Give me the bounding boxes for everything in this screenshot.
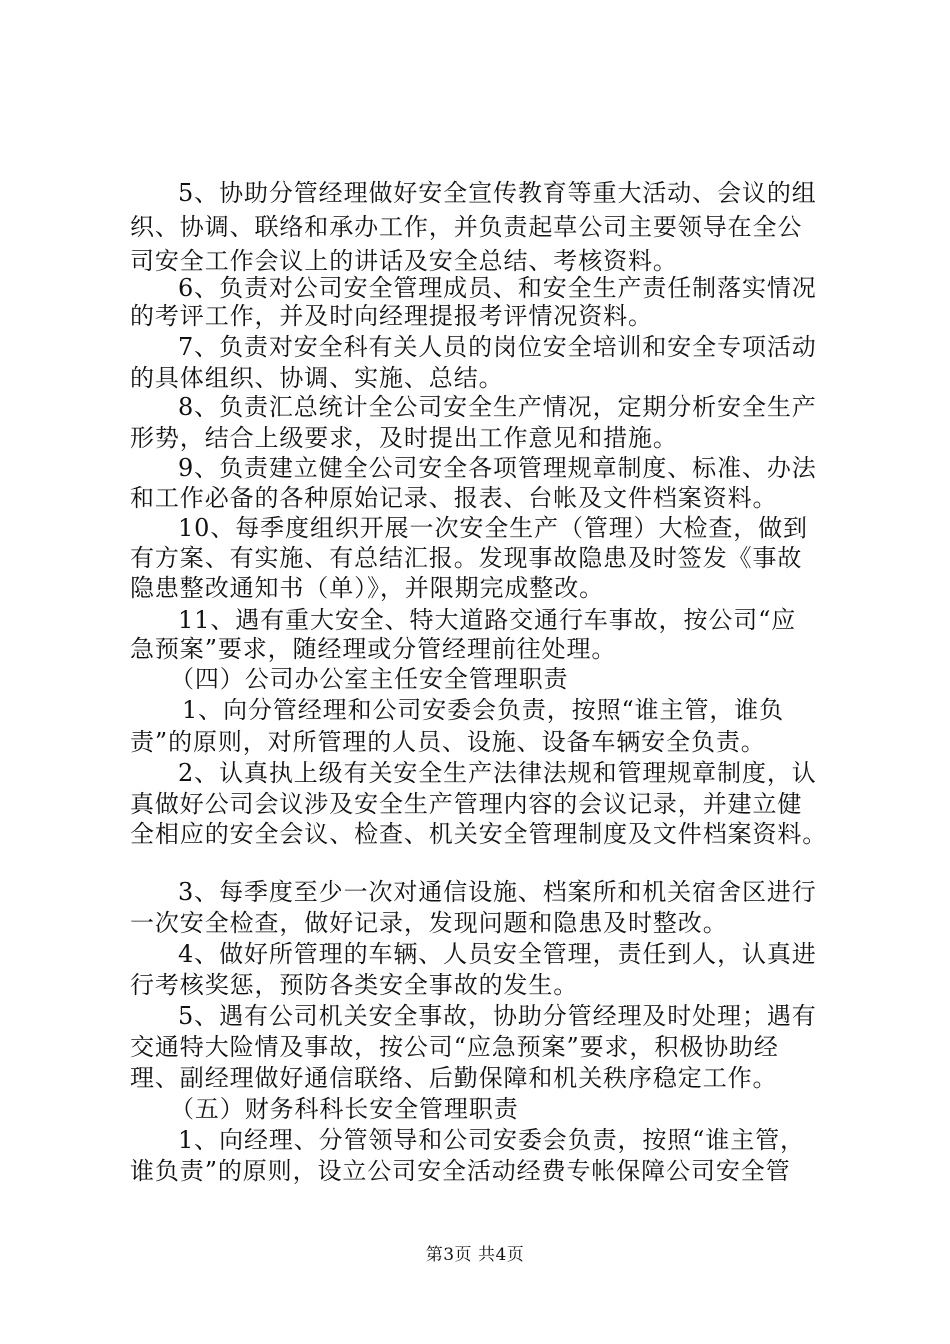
text-line: 7、负责对安全科有关人员的岗位安全培训和安全专项活动 <box>178 333 817 361</box>
text-line: 5、协助分管经理做好安全宣传教育等重大活动、会议的组 <box>178 179 817 207</box>
text-line: 急预案”要求，随经理或分管经理前往处理。 <box>130 635 617 663</box>
text-line: 隐患整改通知书（单）》，并限期完成整改。 <box>130 574 604 602</box>
text-line: 责”的原则，对所管理的人员、设施、设备车辆安全负责。 <box>130 728 766 756</box>
text-line: 9、负责建立健全公司安全各项管理规章制度、标准、办法 <box>178 454 817 482</box>
text-line: 11、遇有重大安全、特大道路交通行车事故，按公司“应 <box>178 606 797 634</box>
text-line: 5、遇有公司机关安全事故，协助分管经理及时处理；遇有 <box>178 1002 817 1030</box>
text-line: 3、每季度至少一次对通信设施、档案所和机关宿舍区进行 <box>178 878 817 906</box>
text-line: 1、向分管经理和公司安委会负责，按照“谁主管，谁负 <box>182 696 785 724</box>
text-line: 理、副经理做好通信联络、后勤保障和机关秩序稳定工作。 <box>130 1064 778 1092</box>
text-line: 1、向经理、分管领导和公司安委会负责，按照“谁主管， <box>178 1126 805 1154</box>
text-line: 的考评工作，并及时向经理提报考评情况资料。 <box>130 302 653 330</box>
text-line: 的具体组织、协调、实施、总结。 <box>130 364 504 392</box>
text-line: 形势，结合上级要求，及时提出工作意见和措施。 <box>130 424 678 452</box>
text-line: 全相应的安全会议、检查、机关安全管理制度及文件档案资料。 <box>130 820 828 848</box>
text-line: 和工作必备的各种原始记录、报表、台帐及文件档案资料。 <box>130 484 778 512</box>
text-line: 有方案、有实施、有总结汇报。发现事故隐患及时签发《事故 <box>130 544 803 572</box>
section-heading: （五）财务科科长安全管理职责 <box>170 1095 519 1123</box>
text-line: 8、负责汇总统计全公司安全生产情况，定期分析安全生产 <box>178 393 817 421</box>
page-footer: 第3页 共4页 <box>425 1245 525 1265</box>
text-line: 谁负责”的原则，设立公司安全活动经费专帐保障公司安全管 <box>130 1157 791 1185</box>
section-heading: （四）公司办公室主任安全管理职责 <box>170 665 569 693</box>
text-line: 行考核奖惩，预防各类安全事故的发生。 <box>130 971 579 999</box>
text-line: 织、协调、联络和承办工作，并负责起草公司主要领导在全公 <box>130 213 803 241</box>
text-line: 司安全工作会议上的讲话及安全总结、考核资料。 <box>130 247 678 275</box>
text-line: 4、做好所管理的车辆、人员安全管理，责任到人，认真进 <box>178 940 817 968</box>
text-line: 一次安全检查，做好记录，发现问题和隐患及时整改。 <box>130 909 728 937</box>
text-line: 真做好公司会议涉及安全生产管理内容的会议记录，并建立健 <box>130 790 803 818</box>
text-line: 2、认真执上级有关安全生产法律法规和管理规章制度，认 <box>178 759 817 787</box>
text-line: 10、每季度组织开展一次安全生产（管理）大检查，做到 <box>178 514 808 542</box>
text-line: 6、负责对公司安全管理成员、和安全生产责任制落实情况 <box>178 274 817 302</box>
text-line: 交通特大险情及事故，按公司“应急预案”要求，积极协助经 <box>130 1033 779 1061</box>
